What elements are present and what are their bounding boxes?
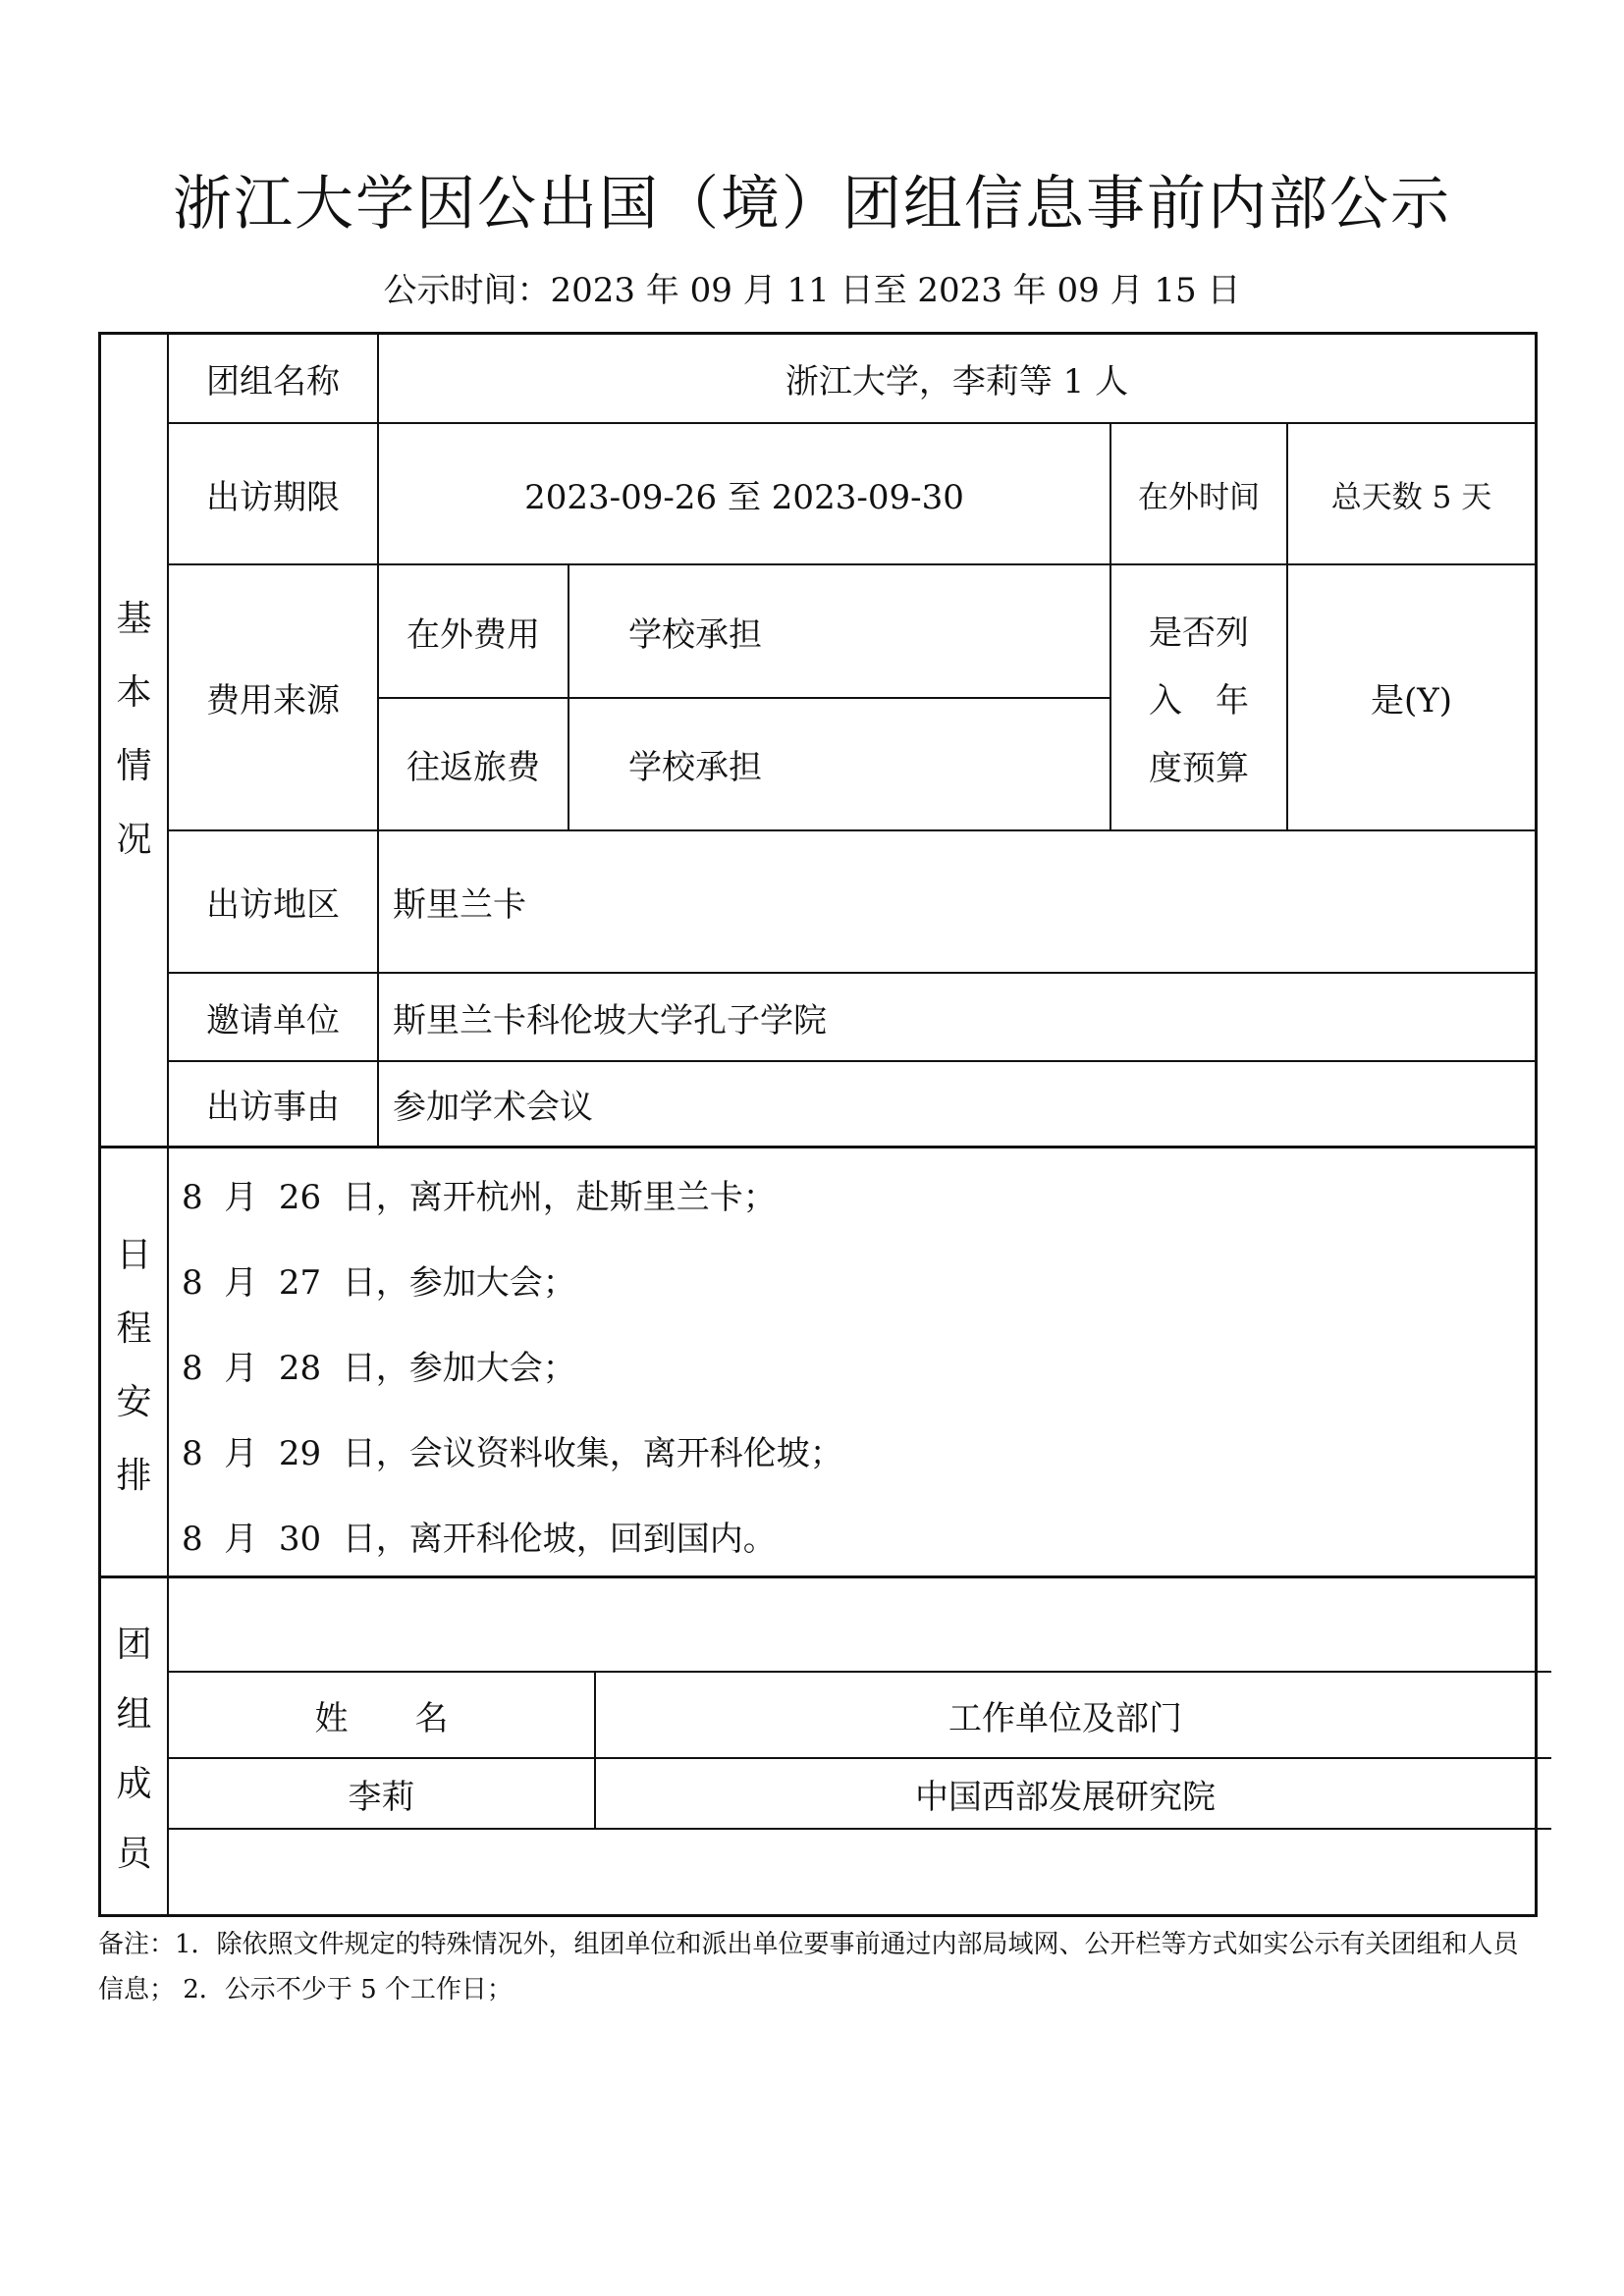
inviter-label: 邀请单位 (206, 1000, 340, 1041)
travel-cost-value: 学校承担 (628, 748, 762, 787)
dept-column-header: 工作单位及部门 (948, 1698, 1182, 1738)
list-item: 8 月 30 日，离开科伦坡，回到国内。 (182, 1520, 777, 1559)
footnote: 备注：1．除依照文件规定的特殊情况外，组团单位和派出单位要事前通过内部局域网、公开栏等方式如实公示有关团组和人员信息； 2．公示不少于 5 个工作日； (98, 1930, 1519, 2004)
budget-label: 是否列 入 年 度预算 (1149, 614, 1249, 788)
funding-source-label: 费用来源 (206, 681, 340, 721)
name-column-header: 姓 名 (314, 1698, 449, 1738)
region-value: 斯里兰卡 (393, 885, 526, 925)
travel-cost-label: 往返旅费 (406, 748, 540, 787)
basic-section-label: 基 本 情 况 (116, 599, 152, 860)
group-name-value: 浙江大学，李莉等 1 人 (785, 361, 1129, 401)
list-item: 8 月 26 日，离开杭州，赴斯里兰卡； (182, 1178, 777, 1217)
visit-period-value: 2023-09-26 至 2023-09-30 (524, 477, 964, 517)
inviter-value: 斯里兰卡科伦坡大学孔子学院 (393, 1000, 827, 1041)
time-abroad-value: 总天数 5 天 (1330, 479, 1492, 515)
schedule-section-label: 日 程 安 排 (116, 1234, 152, 1496)
list-item: 8 月 28 日，参加大会； (182, 1349, 576, 1388)
list-item: 8 月 27 日，参加大会； (182, 1263, 576, 1303)
region-label: 出访地区 (206, 885, 340, 925)
publicity-period: 公示时间：2023 年 09 月 11 日至 2023 年 09 月 15 日 (383, 271, 1241, 310)
group-name-label: 团组名称 (206, 361, 340, 401)
page-title: 浙江大学因公出国（境）团组信息事前内部公示 (173, 170, 1451, 239)
purpose-value: 参加学术会议 (393, 1088, 593, 1127)
members-section-label: 团 组 成 员 (116, 1625, 152, 1874)
purpose-label: 出访事由 (206, 1088, 340, 1127)
member-dept: 中国西部发展研究院 (915, 1777, 1216, 1817)
budget-value: 是(Y) (1371, 681, 1452, 721)
abroad-cost-label: 在外费用 (406, 614, 540, 655)
abroad-cost-value: 学校承担 (628, 614, 762, 655)
time-abroad-label: 在外时间 (1138, 479, 1260, 515)
list-item: 8 月 29 日，会议资料收集，离开科伦坡； (182, 1434, 843, 1473)
visit-period-label: 出访期限 (206, 477, 340, 517)
member-name: 李莉 (348, 1777, 415, 1817)
